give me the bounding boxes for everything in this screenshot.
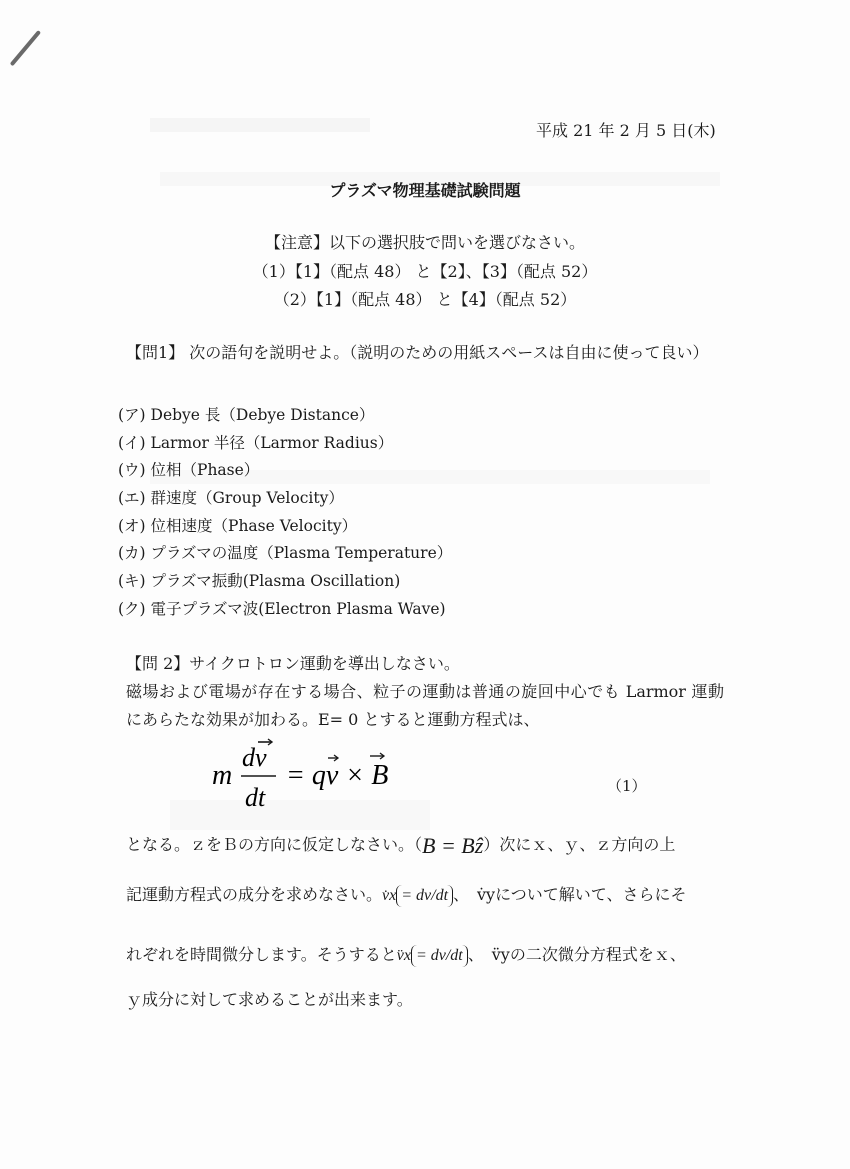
inline-vx-ddot: v̈x xyxy=(396,946,411,964)
notice-option-1: （1）【1】（配点 48） と【2】、【3】（配点 52） xyxy=(252,262,598,281)
text-line xyxy=(126,882,686,907)
term-item: (ウ) 位相（Phase） xyxy=(118,461,260,480)
text-line xyxy=(126,942,686,967)
term-item: (オ) 位相速度（Phase Velocity） xyxy=(118,516,358,535)
text-segment: となる。ｚをＢの方向に仮定しなさい。（ xyxy=(126,835,423,854)
text-segment: 記運動方程式の成分を求めなさい。 xyxy=(126,885,383,904)
term-item: (イ) Larmor 半径（Larmor Radius） xyxy=(118,433,394,452)
equation-number: （1） xyxy=(607,777,647,795)
term-item: (カ) プラズマの温度（Plasma Temperature） xyxy=(118,544,453,563)
text-segment: ）次にｘ、ｙ、ｚ方向の上 xyxy=(483,835,676,854)
term-item: (ク) 電子プラズマ波(Electron Plasma Wave) xyxy=(118,599,446,618)
term-item: (ア) Debye 長（Debye Distance） xyxy=(118,406,375,424)
text-segment: 、 v̈yの二次微分方程式をｘ、 xyxy=(467,945,686,964)
term-list xyxy=(118,402,452,624)
question-1-heading: 【問1】 次の語句を説明せよ。（説明のための用紙スペースは自由に使って良い） xyxy=(126,343,709,362)
inline-fraction: = dv/dt xyxy=(411,945,468,967)
notice-heading: 【注意】以下の選択肢で問いを選びなさい。 xyxy=(264,233,585,252)
inline-vx-dot: v̇x xyxy=(382,886,397,904)
text-segment: れぞれを時間微分します。そうすると xyxy=(126,945,397,964)
page-title: プラズマ物理基礎試験問題 xyxy=(329,181,521,200)
eq-numerator: dv xyxy=(242,743,267,772)
text-line: ｙ成分に対して求めることが出来ます。 xyxy=(126,990,413,1009)
inline-fraction: = dv/dt xyxy=(396,885,453,907)
eq-mass: m xyxy=(212,760,233,791)
notice-option-2: （2）【1】（配点 48） と【4】（配点 52） xyxy=(273,290,577,309)
term-item: (キ) プラズマ振動(Plasma Oscillation) xyxy=(118,572,401,591)
eq-denominator: dt xyxy=(245,783,266,812)
exam-date: 平成 21 年 2 月 5 日(木) xyxy=(536,121,716,140)
term-item: (エ) 群速度（Group Velocity） xyxy=(118,489,344,508)
text-line xyxy=(126,832,675,859)
eq-rhs: = qv × B xyxy=(286,760,389,791)
inline-equation-b: B = Bẑ xyxy=(422,832,484,858)
question-2-paragraph: 磁場および電場が存在する場合、粒子の運動は普通の旋回中心でも Larmor 運動にあらたな効果が加わる。E= 0 とすると運動方程式は、 xyxy=(126,682,724,729)
equation-of-motion xyxy=(212,740,432,814)
question-2-heading: 【問 2】サイクロトロン運動を導出しなさい。 xyxy=(126,654,460,673)
pencil-mark xyxy=(10,30,41,66)
show-through-mark xyxy=(150,118,370,132)
text-segment: 、 v̇yについて解いて、さらにそ xyxy=(453,885,687,904)
